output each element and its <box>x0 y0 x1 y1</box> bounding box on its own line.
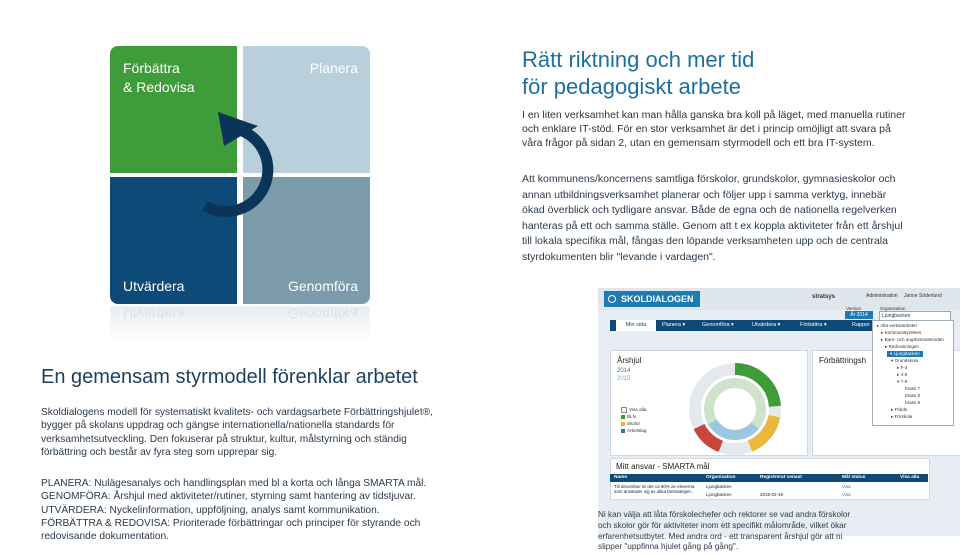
organisation-tree <box>872 320 954 426</box>
body-line: ökad överblick och tydligare ansvar. Både de egna och de nationella regelverken <box>522 204 897 216</box>
tree-item-label: F-3 <box>900 365 908 370</box>
reflection-evaluate: Utvärdera <box>123 306 185 322</box>
year-2014-tab[interactable]: 2014 <box>617 368 631 374</box>
arshjul-card <box>610 350 808 456</box>
cycle-arrow-icon <box>110 46 370 304</box>
body-line: Att kommunens/koncernens samtliga förskolor, grundskolor, gymnasieskolor och <box>522 173 896 185</box>
paragraph-line: bygger på skolans uppdrag och gängse internationella/nationella standards för <box>41 420 395 432</box>
smart-goals-table-header <box>610 474 928 482</box>
table-row-name[interactable]: Till december är det ca 90% av eleverna som använder sig av olika lärstrategier... <box>614 484 695 494</box>
article-body <box>522 172 922 265</box>
column-header-show-all[interactable]: Visa alla <box>900 475 920 480</box>
quadrant-evaluate-label: Utvärdera <box>123 278 185 294</box>
column-header-name[interactable]: Namn <box>614 475 628 480</box>
step-line: GENOMFÖRA: Årshjul med aktiviteter/rutiner, styrning samt hantering av tidstjuvar. <box>41 491 416 503</box>
headline-line: för pedagogiskt arbete <box>522 74 741 99</box>
year-wheel-chart[interactable] <box>689 363 781 455</box>
caption-line: Ni kan välja att låta förskolechefer och rektorer se vad andra förskolor <box>598 510 851 519</box>
year-2015-tab[interactable]: 2015 <box>617 376 631 382</box>
checkbox-icon <box>621 415 625 419</box>
legend-label: Arbetslag <box>627 428 647 433</box>
version-label: Version <box>846 306 862 311</box>
menu-forbattra-label: Förbättra <box>800 322 823 328</box>
table-row-organisation: Ljungbacken <box>706 492 732 497</box>
tree-item[interactable]: ▸ Redovisningen <box>885 344 919 349</box>
tree-item-selected[interactable]: ▾ Ljungbacken <box>887 351 923 357</box>
paragraph-line: verksamhetsutveckling. Den fokuserar på struktur, kultur, målstyrning och ständig <box>41 433 407 445</box>
quadrant-improve-label: Förbättra & Redovisa <box>123 60 195 95</box>
tree-item[interactable] <box>905 386 920 391</box>
tree-item-label: Barn- och ungdomsnämnden <box>884 337 944 342</box>
article-intro <box>522 108 922 150</box>
caption-line: och skolor gör för aktiviteter inom ett specifikt målområde, vilket ökar <box>598 520 847 530</box>
step-line: UTVÄRDERA: Nyckelinformation, uppföljning, analys samt kommunikation. <box>41 504 380 516</box>
checkbox-icon <box>621 422 625 426</box>
column-header-status[interactable]: Mål status <box>842 475 866 480</box>
paragraph-line: Skoldialogens modell för systematiskt kvalitets- och vardagsarbete Förbättringshjulet®, <box>41 407 433 418</box>
tree-item-label: Kommunstyrelsen <box>884 330 922 335</box>
tree-item[interactable]: ▸ Förskola <box>891 414 913 419</box>
column-header-organisation[interactable]: Organisation <box>706 475 736 480</box>
menu-planera[interactable]: Planera ▾ <box>662 322 686 328</box>
body-line: hanteras på ett och samma ställe. Genom att t ex koppla aktiviteter från ett årshjul <box>522 219 903 232</box>
step-line: redovisande dokumentation. <box>41 531 169 543</box>
organisation-selector[interactable]: Ljungbacken <box>879 311 951 321</box>
tree-item-label: 7-9 <box>900 379 908 384</box>
body-line: styrdokumenten blir "levande i vardagen". <box>522 250 716 263</box>
logo-icon <box>608 295 616 303</box>
section-paragraph-steps <box>41 477 436 543</box>
tree-item-label: Alla verksamheter <box>880 323 918 328</box>
legend-schools[interactable] <box>621 421 640 426</box>
table-row-organisation: Ljungbacken <box>706 484 732 489</box>
menu-utvardera[interactable]: Utvärdera ▾ <box>752 322 781 328</box>
headline-line: Rätt riktning och mer tid <box>522 47 755 72</box>
menu-planera-label: Planera <box>662 322 681 328</box>
tree-item[interactable] <box>905 393 920 398</box>
tree-item[interactable]: ▾ 7-9 <box>897 379 908 384</box>
intro-line: våra frågor på sidan 2, utan en gemensam styrmodell och ett bra IT-system. <box>522 137 875 149</box>
brand-label: stratsys <box>812 294 836 300</box>
body-line: till lokala specifika mål, fångas den löpande verksamheten upp och de centrala <box>522 235 888 247</box>
menu-rapporter[interactable]: Rappor <box>852 322 871 328</box>
tree-item-label: Grundskola <box>894 358 919 363</box>
tree-item[interactable] <box>905 400 920 405</box>
tree-item[interactable]: ▸ Barn- och ungdomsnämnden <box>881 337 944 342</box>
legend-bln[interactable] <box>621 414 636 419</box>
tree-item[interactable]: ▸ 4-6 <box>897 372 908 377</box>
body-line: annan utbildningsverksamhet planerar och följer upp i samma verktyg, innebär <box>522 188 887 201</box>
article-headline <box>522 46 942 100</box>
tree-item-label: Ljungbacken <box>893 351 920 356</box>
intro-line: I en liten verksamhet kan man hålla ganska bra koll på läget, med manuella rutiner <box>522 109 906 121</box>
tree-item[interactable]: ▾ Grundskola <box>891 358 919 363</box>
legend-teams[interactable] <box>621 428 646 433</box>
intro-line: och enklare IT-stöd. För en stor verksamhet är det i princip omöjligt att svara på <box>522 123 891 135</box>
column-header-registered[interactable]: Registrerat senast <box>760 475 802 480</box>
quadrant-execute-label: Genomföra <box>287 278 358 294</box>
section-title: En gemensam styrmodell förenklar arbetet <box>41 366 418 388</box>
tree-item[interactable]: ▸ F-3 <box>897 365 908 370</box>
menu-forbattra[interactable]: Förbättra ▾ <box>800 322 827 328</box>
forbattringshjul-title: Förbättringsh <box>819 356 867 365</box>
app-logo[interactable] <box>604 291 700 307</box>
tree-item-label: Förskola <box>894 414 913 419</box>
user-name[interactable]: Janne Söderlund <box>904 293 942 299</box>
app-screenshot <box>598 288 960 536</box>
arshjul-title: Årshjul <box>617 356 642 365</box>
organisation-label: Organisation <box>880 306 906 311</box>
main-menu <box>610 320 878 331</box>
step-line: PLANERA: Nulägesanalys och handlingsplan med bl a korta och långa SMARTA mål. <box>41 478 427 489</box>
checkbox-icon <box>621 407 627 413</box>
admin-link[interactable]: Administration <box>866 293 898 299</box>
caption-line: slipper "uppfinna hjulet gång på gång". <box>598 542 739 552</box>
year-selector[interactable]: År 2014 <box>845 311 873 319</box>
app-logo-text: SKOLDIALOGEN <box>621 294 694 304</box>
smart-goals-title: Mitt ansvar - SMARTA mål <box>616 462 710 471</box>
tree-item-label: Redovisningen <box>888 344 919 349</box>
tree-item-label: 4-6 <box>900 372 908 377</box>
legend-label: BLN <box>627 414 636 419</box>
tree-item[interactable]: ▸ Alla verksamheter <box>877 323 918 328</box>
tree-item-label: Fritids <box>894 407 908 412</box>
menu-utvardera-label: Utvärdera <box>752 322 777 328</box>
legend-label: Visa alla <box>629 407 647 413</box>
menu-min-sida[interactable]: Min sida <box>616 320 656 331</box>
tree-item[interactable]: ▸ Fritids <box>891 407 908 412</box>
tree-item-label: Klass 9 <box>905 400 921 405</box>
quadrant-reflection <box>110 306 370 342</box>
step-line: FÖRBÄTTRA & REDOVISA: Prioriterade förbättringar och principer för styrande och <box>41 517 421 529</box>
table-row-status-link[interactable]: Visa <box>842 492 851 497</box>
section-paragraph-1 <box>41 406 436 459</box>
caption-line: erfarenhetsutbytet. Med andra ord - ett transparent årshjul gör att ni <box>598 531 843 541</box>
table-row-status-link[interactable]: Visa <box>842 484 851 489</box>
paragraph-line: förbättring och består av fyra steg som upprepar sig. <box>41 446 278 458</box>
menu-genomfora[interactable]: Genomföra ▾ <box>702 322 734 328</box>
tree-item-label: Klass 8 <box>905 393 921 398</box>
reflection-execute: Genomföra <box>287 306 358 322</box>
quadrant-plan-label: Planera <box>309 60 358 76</box>
tree-item-label: Klass 7 <box>905 386 921 391</box>
table-row-date: 2015-02-19 <box>760 492 784 497</box>
menu-genomfora-label: Genomföra <box>702 322 730 328</box>
screenshot-caption <box>598 510 860 553</box>
legend-label: Skolor <box>627 421 641 426</box>
legend-all[interactable] <box>621 407 646 413</box>
checkbox-icon <box>621 429 625 433</box>
tree-item[interactable]: ▸ Kommunstyrelsen <box>881 330 922 335</box>
